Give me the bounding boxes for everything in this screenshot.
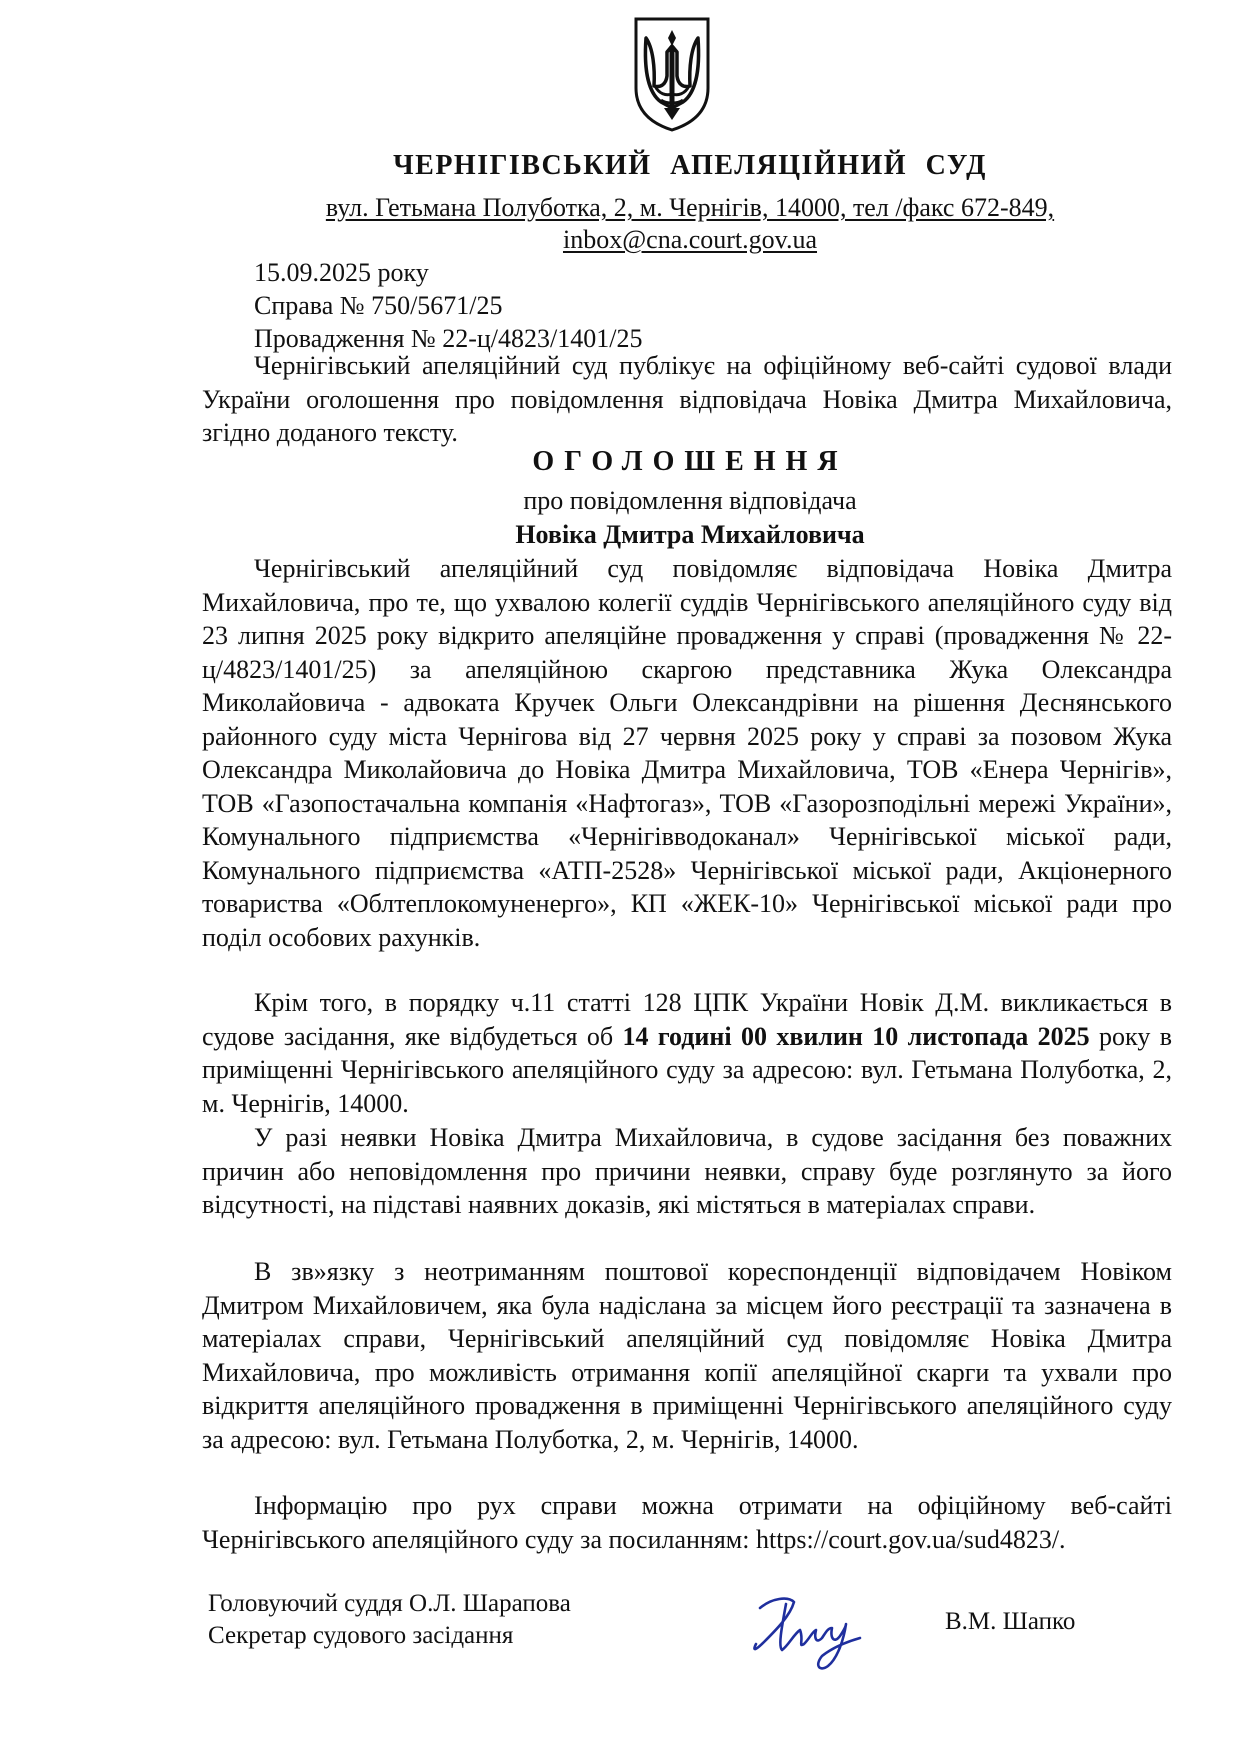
handwritten-signature [742,1586,882,1676]
paragraph-appeal-opened: Чернігівський апеляційний суд повідомляє відповідача Новіка Дмитра Михайловича, про те, що ухвалою колегії суддів Чернігівського апеляційного суду від 23 липня 2025 року відкрито апеляційне провадження у справі (провадження № 22-ц/4823/1401/25) за апеляційною скаргою представника Жука Олександра Миколайовича - адвоката Кручек Ольги Олександрівни на рішення Деснянського районного суду міста Чернігова від 27 червня 2025 року у справі за позовом Жука Олександра Миколайовича до Новіка Дмитра Михайловича, ТОВ «Енера Чернігів», ТОВ «Газопостачальна компанія «Нафтогаз», ТОВ «Газорозподільні мережі України», Комунального підприємства «Чернігівводоканал» Чернігівської міської ради, Комунального підприємства «АТП-2528» Чернігівської міської ради, Акціонерного товариства «Облтеплокомуненерго», КП «ЖЕК-10» Чернігівської міської ради про поділ особових рахунків. [202,554,1172,952]
presiding-judge: Головуючий суддя О.Л. Шарапова [208,1590,571,1617]
intro-paragraph: Чернігівський апеляційний суд публікує на офіційному веб-сайті судової влади України оголошення про повідомлення відповідача Новіка Дмитра Михайловича, згідно доданого тексту. [202,351,1172,447]
court-name: ЧЕРНІГІВСЬКИЙ АПЕЛЯЦІЙНИЙ СУД [393,150,987,181]
paragraph-non-appearance: У разі неявки Новіка Дмитра Михайловича, в судове засідання без поважних причин або неповідомлення про причини неявки, справу буде розглянуто за його відсутності, на підставі наявних доказів, які містяться в матеріалах справи. [202,1123,1172,1219]
hearing-datetime: 14 годині 00 хвилин 10 листопада 2025 [622,1021,1090,1051]
hearing-text-start: Крім того, в порядку ч.11 статті 128 ЦПК України Новік Д.М. викликається в судове засідання, яке відбудеться об [202,988,1172,1051]
case-number: Справа № 750/5671/25 [254,291,503,320]
respondent-name: Новіка Дмитра Михайловича [515,520,865,549]
court-address: вул. Гетьмана Полуботка, 2, м. Чернігів, 14000, тел /факс 672-849, [325,193,1055,222]
court-email[interactable]: inbox@cna.court.gov.ua [562,225,818,254]
paragraph-hearing-summons [202,986,1172,1120]
document-date: 15.09.2025 року [254,258,429,287]
hearing-text-end: року в приміщенні Чернігівського апеляційного суду за адресою: вул. Гетьмана Полуботка, 2, м. Чернігів, 14000. [202,1021,1172,1118]
paragraph-case-info-link: Інформацію про рух справи можна отримати на офіційному веб-сайті Чернігівського апеляційного суду за посиланням: https://court.gov.ua/sud4823/. [202,1491,1172,1554]
announcement-subtitle: про повідомлення відповідача [523,486,857,515]
proceeding-number: Провадження № 22-ц/4823/1401/25 [254,324,643,353]
announcement-title: ОГОЛОШЕННЯ [532,446,848,477]
trident-emblem-icon [633,16,711,132]
paragraph-correspondence: В зв»язку з неотриманням поштової кореспонденції відповідачем Новіком Дмитром Михайловичем, яка була надіслана за місцем його реєстрації та зазначена в матеріалах справи, Чернігівський апеляційний суд повідомляє Новіка Дмитра Михайловича, про можливість отримання копії апеляційної скарги та ухвали про відкриття апеляційного провадження в приміщенні Чернігівського апеляційного суду за адресою: вул. Гетьмана Полуботка, 2, м. Чернігів, 14000. [202,1257,1172,1454]
secretary-name: В.М. Шапко [945,1608,1076,1635]
secretary-label: Секретар судового засідання [208,1622,514,1649]
